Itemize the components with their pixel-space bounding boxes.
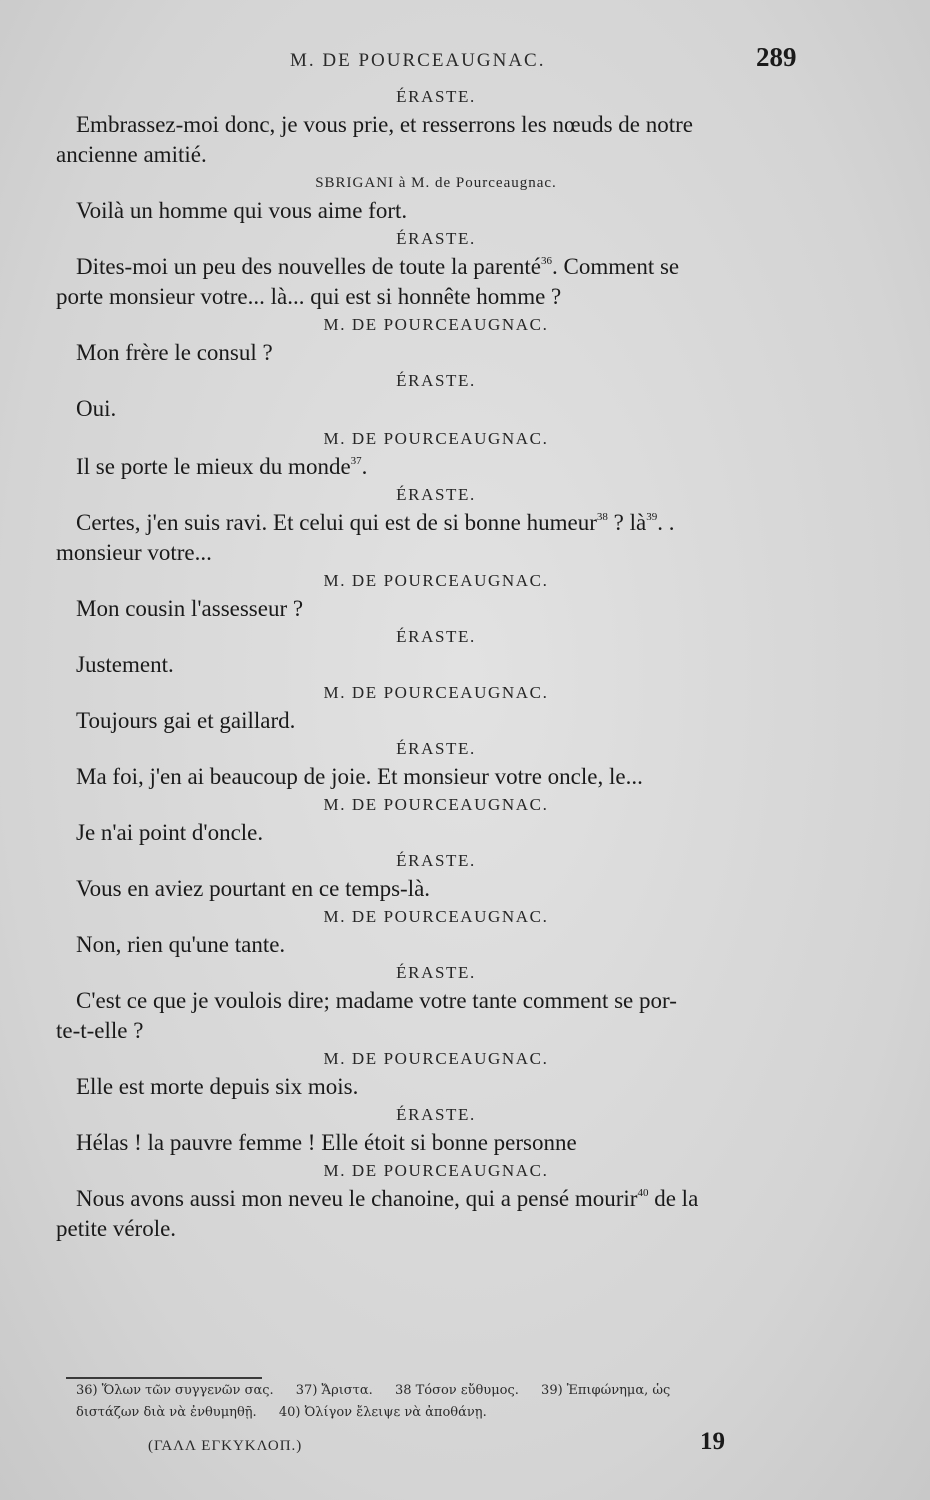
dialogue-line: ancienne amitié. xyxy=(56,142,207,167)
footnote: διστάζων διὰ νὰ ἐνθυμηθῇ. xyxy=(76,1405,257,1420)
footnote-row xyxy=(76,1402,836,1424)
dialogue-line: Embrassez-moi donc, je vous prie, et resserrons les nœuds de notre xyxy=(76,112,694,137)
dialogue-block xyxy=(56,170,816,226)
speaker-name: ÉRASTE. xyxy=(396,851,476,870)
dialogue-line: Justement. xyxy=(76,652,174,677)
line-text-tail: . . xyxy=(657,510,675,535)
dialogue-block xyxy=(56,1158,816,1244)
speaker-name: SBRIGANI à M. de Pourceaugnac. xyxy=(315,175,557,191)
footnote-marker: 36 xyxy=(540,255,552,267)
line-text-tail: ? là xyxy=(607,510,647,535)
line-text-tail: de la xyxy=(648,1186,699,1211)
dialogue-block xyxy=(56,904,816,960)
dialogue-line: Hélas ! la pauvre femme ! Elle étoit si bonne personne xyxy=(76,1130,577,1155)
signature-mark: (ΓΑΛΛ ΕΓΚΥΚΛΟΠ.) xyxy=(148,1438,303,1454)
line-text: Certes, j'en suis ravi. Et celui qui est de si bonne humeur xyxy=(76,510,597,535)
dialogue-line: Je n'ai point d'oncle. xyxy=(76,820,264,845)
running-title: M. DE POURCEAUGNAC. xyxy=(290,50,546,71)
line-text: Dites-moi un peu des nouvelles de toute la parenté xyxy=(76,254,541,279)
dialogue-line: Voilà un homme qui vous aime fort. xyxy=(76,198,408,223)
dialogue-line: petite vérole. xyxy=(56,1216,177,1241)
page-header xyxy=(0,42,930,82)
dialogue-line: Ma foi, j'en ai beaucoup de joie. Et monsieur votre oncle, le... xyxy=(76,764,643,789)
speaker-name: ÉRASTE. xyxy=(396,371,476,390)
dialogue-block xyxy=(56,1102,816,1158)
speaker-name: ÉRASTE. xyxy=(396,739,476,758)
dialogue-block xyxy=(56,1046,816,1102)
dialogue-block xyxy=(56,426,816,482)
footnote: 37) Ἄριστα. xyxy=(295,1383,373,1398)
dialogue-block xyxy=(56,84,816,170)
speaker-name: ÉRASTE. xyxy=(396,627,476,646)
page-footer xyxy=(0,1428,930,1468)
footnote: 40) Ὀλίγον ἔλειψε νὰ ἀποθάνῃ. xyxy=(278,1405,487,1420)
dialogue-line: Non, rien qu'une tante. xyxy=(76,932,286,957)
dialogue-line: porte monsieur votre... là... qui est si honnête homme ? xyxy=(56,284,562,309)
footnote-marker: 37 xyxy=(350,455,362,467)
dialogue-block xyxy=(56,482,816,568)
dialogue-line: Mon cousin l'assesseur ? xyxy=(76,596,304,621)
speaker-name: M. DE POURCEAUGNAC. xyxy=(323,1049,549,1068)
dialogue-line xyxy=(56,508,816,538)
dialogue-line: C'est ce que je voulois dire; madame votre tante comment se por- xyxy=(76,988,677,1013)
dialogue-block xyxy=(56,680,816,736)
dialogue-block xyxy=(56,568,816,624)
dialogue-line: Mon frère le consul ? xyxy=(76,340,273,365)
dialogue-block xyxy=(56,960,816,1046)
footnote-divider xyxy=(66,1377,262,1379)
dialogue-block xyxy=(56,792,816,848)
dialogue-line: Toujours gai et gaillard. xyxy=(76,708,296,733)
line-text-tail: . xyxy=(361,454,368,479)
speaker-name: ÉRASTE. xyxy=(396,1105,476,1124)
dialogue-line: monsieur votre... xyxy=(56,540,212,565)
speaker-name: M. DE POURCEAUGNAC. xyxy=(323,907,549,926)
dialogue-block xyxy=(56,368,816,426)
line-text-tail: . Comment se xyxy=(551,254,680,279)
speaker-name: M. DE POURCEAUGNAC. xyxy=(323,315,549,334)
dialogue-line xyxy=(56,1184,816,1214)
dialogue-line: te-t-elle ? xyxy=(56,1018,144,1043)
page-number: 289 xyxy=(756,42,797,72)
line-text: Nous avons aussi mon neveu le chanoine, qui a pensé mourir xyxy=(76,1186,638,1211)
dialogue-body xyxy=(56,84,816,1244)
dialogue-block xyxy=(56,848,816,904)
dialogue-block xyxy=(56,736,816,792)
speaker-name: M. DE POURCEAUGNAC. xyxy=(323,571,549,590)
speaker-name: ÉRASTE. xyxy=(396,87,476,106)
footnote-marker: 38 xyxy=(596,511,608,523)
footnote: 38 Τόσον εὔθυμος. xyxy=(394,1383,519,1398)
speaker-name: M. DE POURCEAUGNAC. xyxy=(323,429,549,448)
dialogue-line xyxy=(56,252,816,282)
dialogue-line: Vous en aviez pourtant en ce temps-là. xyxy=(76,876,431,901)
sheet-number: 19 xyxy=(700,1428,725,1455)
dialogue-line: Elle est morte depuis six mois. xyxy=(76,1074,359,1099)
speaker-name: M. DE POURCEAUGNAC. xyxy=(323,683,549,702)
footnote-marker: 40 xyxy=(637,1187,649,1199)
dialogue-line xyxy=(56,452,816,482)
speaker-name: ÉRASTE. xyxy=(396,229,476,248)
line-text: Il se porte le mieux du monde xyxy=(76,454,351,479)
footnote-row xyxy=(76,1380,836,1402)
speaker-name: M. DE POURCEAUGNAC. xyxy=(323,795,549,814)
footnote-marker: 39 xyxy=(646,511,658,523)
speaker-name: M. DE POURCEAUGNAC. xyxy=(323,1161,549,1180)
footnote: 36) Ὅλων τῶν συγγενῶν σας. xyxy=(76,1383,274,1398)
footnotes xyxy=(76,1380,836,1424)
footnote: 39) Ἐπιφώνημα, ὡς xyxy=(541,1383,671,1398)
speaker-name: ÉRASTE. xyxy=(396,485,476,504)
dialogue-line: Oui. xyxy=(76,396,117,421)
speaker-name: ÉRASTE. xyxy=(396,963,476,982)
dialogue-block xyxy=(56,226,816,312)
dialogue-block xyxy=(56,624,816,680)
dialogue-block xyxy=(56,312,816,368)
